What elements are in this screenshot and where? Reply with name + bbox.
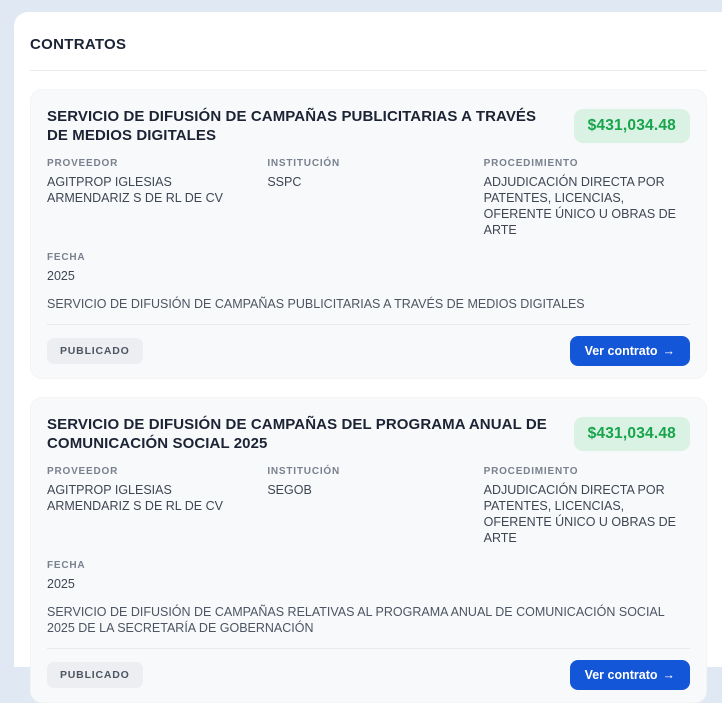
fecha-field bbox=[47, 252, 690, 284]
proveedor-field bbox=[47, 158, 249, 238]
contract-card-footer bbox=[47, 336, 690, 366]
fecha-value: 2025 bbox=[47, 269, 75, 283]
contract-card bbox=[30, 397, 707, 703]
view-contract-button[interactable] bbox=[570, 660, 690, 690]
amount-badge: $431,034.48 bbox=[574, 417, 690, 451]
procedimiento-field bbox=[484, 466, 690, 546]
contract-card-header bbox=[47, 107, 690, 145]
amount-badge: $431,034.48 bbox=[574, 109, 690, 143]
contract-card bbox=[30, 89, 707, 379]
fecha-label: FECHA bbox=[47, 252, 86, 263]
view-contract-label: Ver contrato bbox=[584, 344, 658, 358]
proveedor-label: PROVEEDOR bbox=[47, 158, 119, 169]
contract-title: SERVICIO DE DIFUSIÓN DE CAMPAÑAS DEL PROGRAMA ANUAL DE COMUNICACIÓN SOCIAL 2025 bbox=[47, 416, 547, 452]
proveedor-value: AGITPROP IGLESIAS ARMENDARIZ S DE RL DE CV bbox=[47, 483, 223, 513]
institucion-field bbox=[267, 158, 465, 238]
contract-card-footer bbox=[47, 660, 690, 690]
arrow-right-icon: → bbox=[662, 668, 675, 682]
proveedor-field bbox=[47, 466, 249, 546]
fecha-label: FECHA bbox=[47, 560, 86, 571]
contract-card-header bbox=[47, 415, 690, 453]
procedimiento-label: PROCEDIMIENTO bbox=[483, 466, 579, 477]
card-footer-divider bbox=[47, 324, 690, 325]
procedimiento-value: ADJUDICACIÓN DIRECTA POR PATENTES, LICENCIAS, OFERENTE ÚNICO U OBRAS DE ARTE bbox=[483, 483, 676, 545]
institucion-value: SEGOB bbox=[267, 483, 312, 497]
institucion-label: INSTITUCIÓN bbox=[267, 158, 341, 169]
card-footer-divider bbox=[47, 648, 690, 649]
proveedor-value: AGITPROP IGLESIAS ARMENDARIZ S DE RL DE CV bbox=[47, 175, 223, 205]
page-title: CONTRATOS bbox=[30, 36, 127, 53]
procedimiento-value: ADJUDICACIÓN DIRECTA POR PATENTES, LICENCIAS, OFERENTE ÚNICO U OBRAS DE ARTE bbox=[483, 175, 676, 237]
contract-description: SERVICIO DE DIFUSIÓN DE CAMPAÑAS PUBLICITARIAS A TRAVÉS DE MEDIOS DIGITALES bbox=[47, 297, 585, 311]
contract-description: SERVICIO DE DIFUSIÓN DE CAMPAÑAS RELATIVAS AL PROGRAMA ANUAL DE COMUNICACIÓN SOCIAL 2025 DE LA SECRETARÍA DE GOBERNACIÓN bbox=[47, 605, 665, 635]
contracts-panel bbox=[14, 12, 722, 682]
procedimiento-field bbox=[484, 158, 690, 238]
header-divider bbox=[30, 70, 707, 71]
contract-meta-grid bbox=[47, 466, 690, 546]
procedimiento-label: PROCEDIMIENTO bbox=[483, 158, 579, 169]
institucion-field bbox=[267, 466, 465, 546]
proveedor-label: PROVEEDOR bbox=[47, 466, 119, 477]
fecha-field bbox=[47, 560, 690, 592]
arrow-right-icon: → bbox=[662, 344, 675, 358]
view-contract-label: Ver contrato bbox=[584, 668, 658, 682]
institucion-value: SSPC bbox=[267, 175, 302, 189]
contract-meta-grid bbox=[47, 158, 690, 238]
fecha-value: 2025 bbox=[47, 577, 75, 591]
view-contract-button[interactable] bbox=[570, 336, 690, 366]
status-badge: PUBLICADO bbox=[47, 662, 143, 688]
institucion-label: INSTITUCIÓN bbox=[267, 466, 341, 477]
contract-title: SERVICIO DE DIFUSIÓN DE CAMPAÑAS PUBLICITARIAS A TRAVÉS DE MEDIOS DIGITALES bbox=[47, 108, 537, 144]
status-badge: PUBLICADO bbox=[47, 338, 143, 364]
